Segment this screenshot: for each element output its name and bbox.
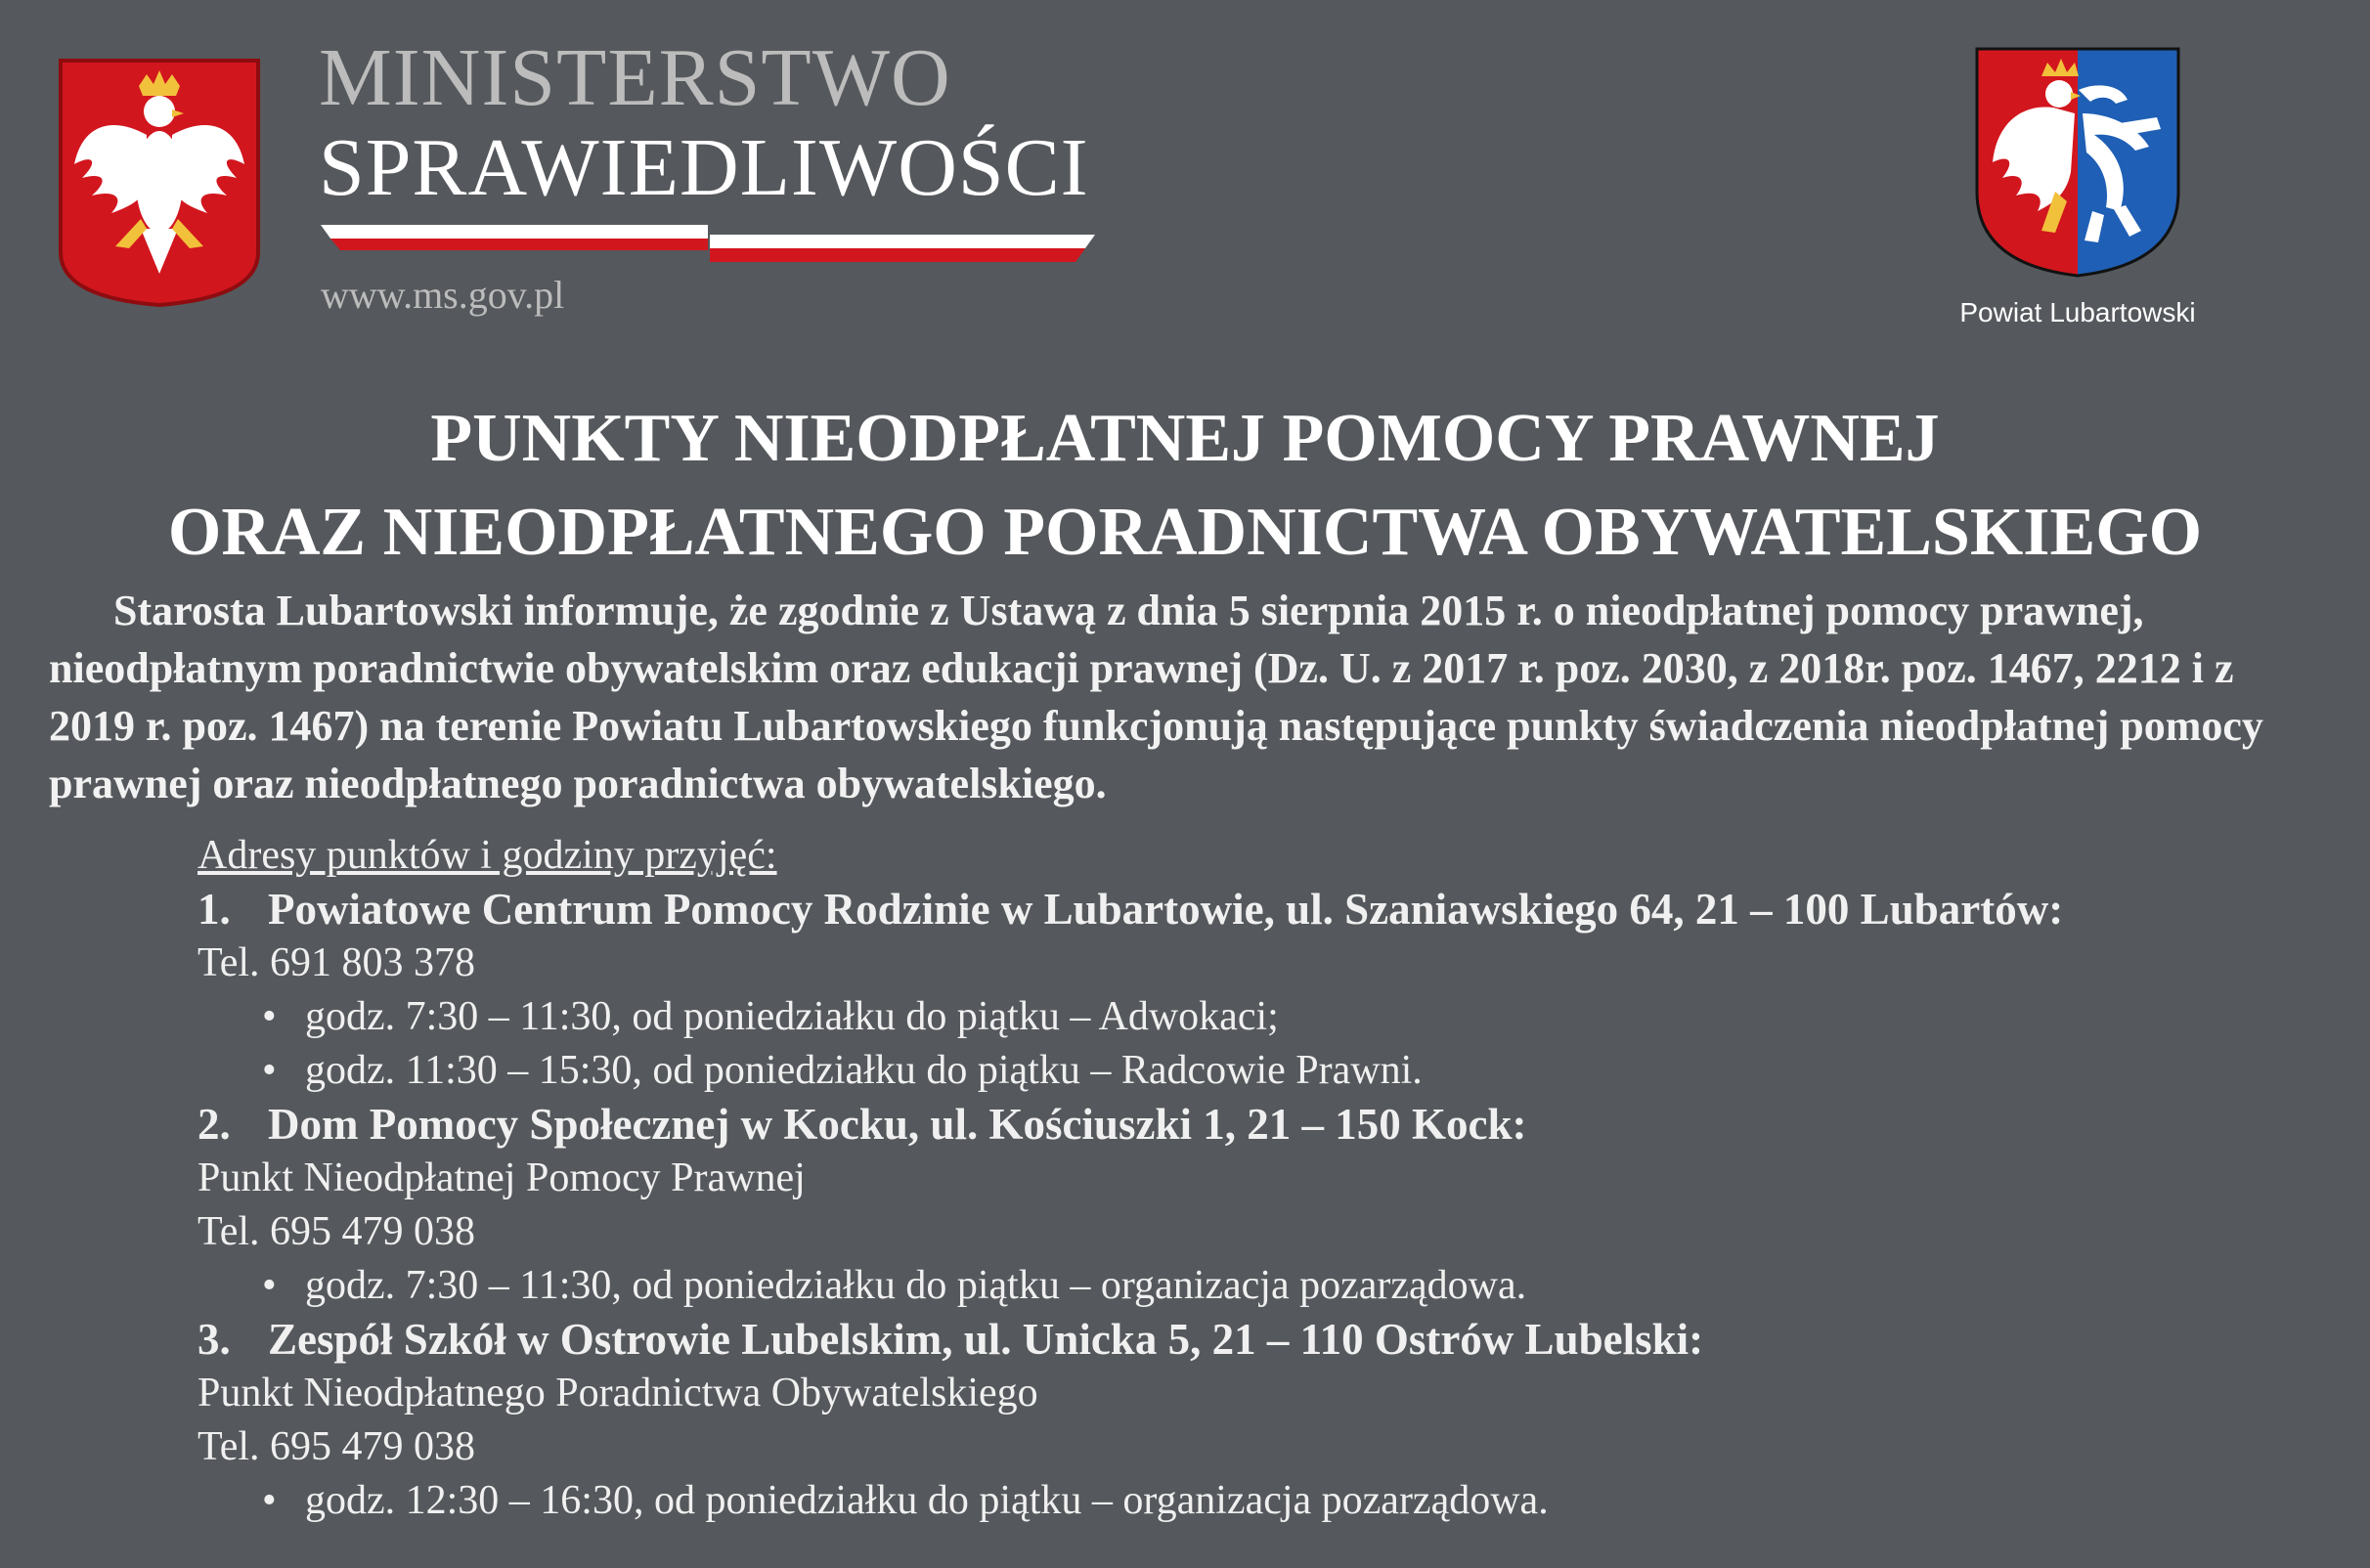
addresses-label: Adresy punktów i godziny przyjęć: — [198, 833, 777, 878]
page-title-line2: ORAZ NIEODPŁATNEGO PORADNICTWA OBYWATELSKIEGO — [167, 495, 2203, 570]
hours-text: godz. 7:30 – 11:30, od poniedziałku do piątku – Adwokaci; — [305, 994, 1279, 1039]
address-subtitle: Punkt Nieodpłatnej Pomocy Prawnej — [198, 1155, 806, 1200]
intro-paragraph — [49, 582, 2327, 812]
address-number: 2. — [198, 1100, 231, 1149]
address-item — [198, 1313, 2329, 1528]
address-title-text: Zespół Szkół w Ostrowie Lubelskim, ul. Unicka 5, 21 – 110 Ostrów Lubelski: — [268, 1315, 1704, 1364]
ministry-flag-stripes — [321, 225, 1103, 274]
ministry-title-line2: SPRAWIEDLIWOŚCI — [319, 122, 1089, 213]
ministry-title-line1: MINISTERSTWO — [319, 32, 951, 123]
page-title-line1: PUNKTY NIEODPŁATNEJ POMOCY PRAWNEJ — [430, 401, 1940, 476]
address-title — [198, 1098, 2329, 1152]
hours-list-item — [198, 1044, 2329, 1098]
address-phone: Tel. 695 479 038 — [198, 1209, 476, 1254]
powiat-coat-of-arms-icon — [1973, 45, 2182, 280]
hours-text: godz. 11:30 – 15:30, od poniedziałku do piątku – Radcowie Prawni. — [305, 1048, 1423, 1093]
intro-text: Starosta Lubartowski informuje, że zgodnie z Ustawą z dnia 5 sierpnia 2015 r. o nieodpłatnej pomocy prawnej, nieodpłatnym poradnictwie obywatelskim oraz edukacji prawnej (Dz. U. z 2017 r. poz. 2030, z 2018r. poz. 1467, 2212 i z 2019 r. poz. 1467) na terenie Powiatu Lubartowskiego funkcjonują następujące punkty świadczenia nieodpłatnej pomocy prawnej oraz nieodpłatnego poradnictwa obywatelskiego. — [49, 587, 2263, 807]
hours-text: godz. 12:30 – 16:30, od poniedziałku do piątku – organizacja pozarządowa. — [305, 1478, 1549, 1523]
address-phone: Tel. 695 479 038 — [198, 1424, 476, 1469]
address-item — [198, 1098, 2329, 1313]
powiat-label: Powiat Lubartowski — [1959, 297, 2196, 327]
address-title-text: Dom Pomocy Społecznej w Kocku, ul. Kościuszki 1, 21 – 150 Kock: — [268, 1100, 1527, 1149]
hours-list-item — [198, 1259, 2329, 1313]
hours-text: godz. 7:30 – 11:30, od poniedziałku do piątku – organizacja pozarządowa. — [305, 1263, 1527, 1308]
ministry-url: www.ms.gov.pl — [321, 273, 565, 317]
addresses-section — [198, 829, 2329, 1528]
address-item — [198, 883, 2329, 1098]
address-title-text: Powiatowe Centrum Pomocy Rodzinie w Lubartowie, ul. Szaniawskiego 64, 21 – 100 Lubartów: — [268, 885, 2064, 934]
hours-list-item — [198, 1474, 2329, 1528]
address-number: 3. — [198, 1315, 231, 1364]
address-title — [198, 1313, 2329, 1367]
address-phone: Tel. 691 803 378 — [198, 940, 476, 985]
polish-eagle-emblem-icon — [53, 57, 266, 309]
address-subtitle: Punkt Nieodpłatnego Poradnictwa Obywatelskiego — [198, 1371, 1038, 1416]
address-title — [198, 883, 2329, 936]
hours-list-item — [198, 990, 2329, 1044]
address-number: 1. — [198, 885, 231, 934]
